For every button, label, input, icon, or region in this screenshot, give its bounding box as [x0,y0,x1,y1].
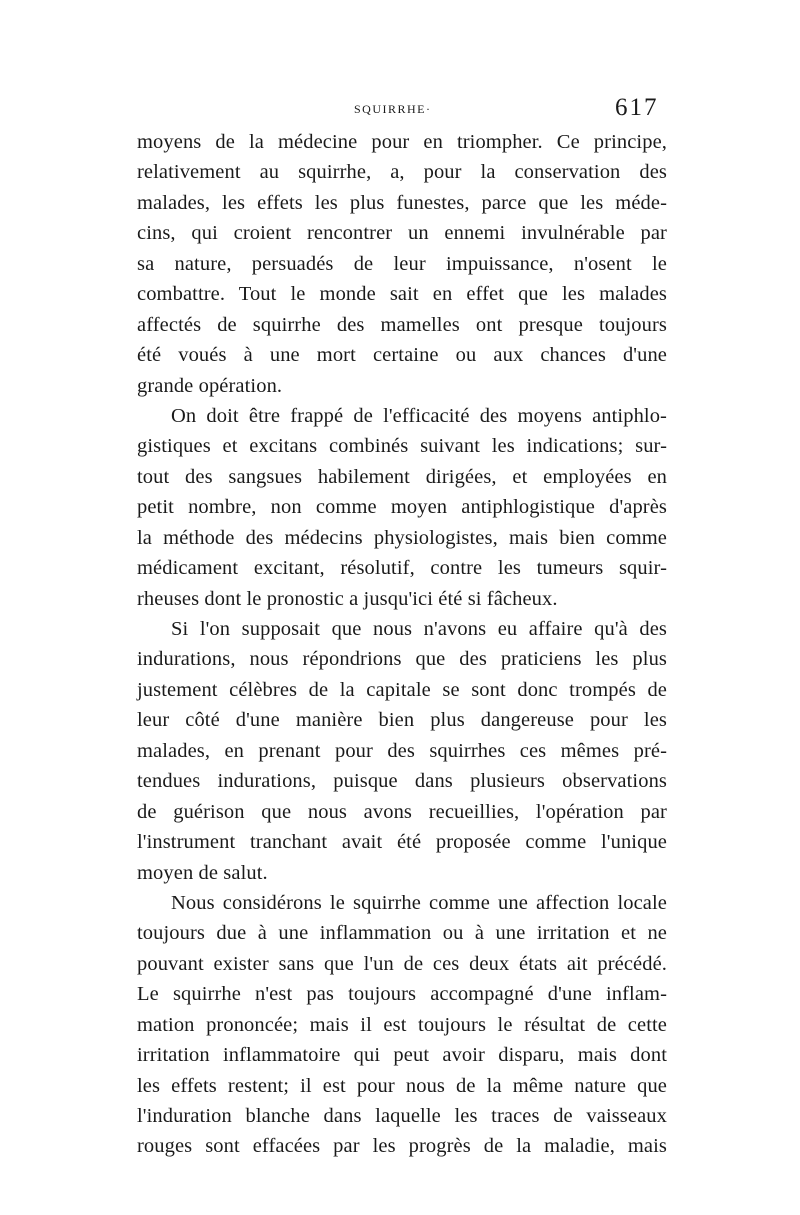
running-head [0,94,800,124]
text-line: tout des sangsues habilement dirigées, et employées en [137,465,667,488]
text-line: indurations, nous répondrions que des praticiens les plus [137,648,667,671]
text-line: rouges sont effacées par les progrès de la maladie, mais [137,1135,667,1158]
text-line: malades, les effets les plus funestes, parce que les méde- [137,191,667,214]
text-line: gistiques et excitans combinés suivant les indications; sur- [137,435,667,458]
text-line: irritation inflammatoire qui peut avoir disparu, mais dont [137,1044,667,1067]
text-line: Nous considérons le squirrhe comme une affection locale [171,891,667,914]
text-line: leur côté d'une manière bien plus dangereuse pour les [137,709,667,732]
text-line: mation prononcée; mais il est toujours le résultat de cette [137,1013,667,1036]
text-line: grande opération. [137,374,283,397]
text-line: cins, qui croient rencontrer un ennemi invulnérable par [137,222,667,245]
text-line: médicament excitant, résolutif, contre les tumeurs squir- [137,557,667,580]
text-line: petit nombre, non comme moyen antiphlogistique d'après [137,496,667,519]
body-text [137,127,667,1162]
text-line: affectés de squirrhe des mamelles ont presque toujours [137,313,667,336]
text-line: rheuses dont le pronostic a jusqu'ici été si fâcheux. [137,587,558,610]
text-line: Le squirrhe n'est pas toujours accompagné d'une inflam- [137,983,667,1006]
text-line: l'induration blanche dans laquelle les traces de vaisseaux [137,1105,667,1127]
text-line: pouvant exister sans que l'un de ces deux états ait précédé. [137,952,667,975]
text-line: On doit être frappé de l'efficacité des moyens antiphlo- [171,404,667,427]
text-line: la méthode des médecins physiologistes, mais bien comme [137,526,667,549]
text-line: relativement au squirrhe, a, pour la conservation des [137,161,667,184]
text-line: justement célèbres de la capitale se sont donc trompés de [137,678,667,701]
text-line: Si l'on supposait que nous n'avons eu affaire qu'à des [171,618,667,640]
text-line: tendues indurations, puisque dans plusieurs observations [137,770,667,793]
text-line: été voués à une mort certaine ou aux chances d'une [137,344,667,367]
running-title: SQUIRRHE· [354,102,432,116]
text-line: toujours due à une inflammation ou à une irritation et ne [137,922,667,945]
text-line: l'instrument tranchant avait été proposée comme l'unique [137,831,667,854]
text-line: moyen de salut. [137,861,268,884]
page-number: 617 [615,94,659,121]
text-line: combattre. Tout le monde sait en effet que les malades [137,283,667,306]
text-line: les effets restent; il est pour nous de la même nature que [137,1074,667,1097]
text-line: malades, en prenant pour des squirrhes ces mêmes pré- [137,739,667,762]
text-line: de guérison que nous avons recueillies, l'opération par [137,800,667,823]
text-line: sa nature, persuadés de leur impuissance, n'osent le [137,252,667,275]
text-line: moyens de la médecine pour en triompher. Ce principe, [137,131,667,153]
